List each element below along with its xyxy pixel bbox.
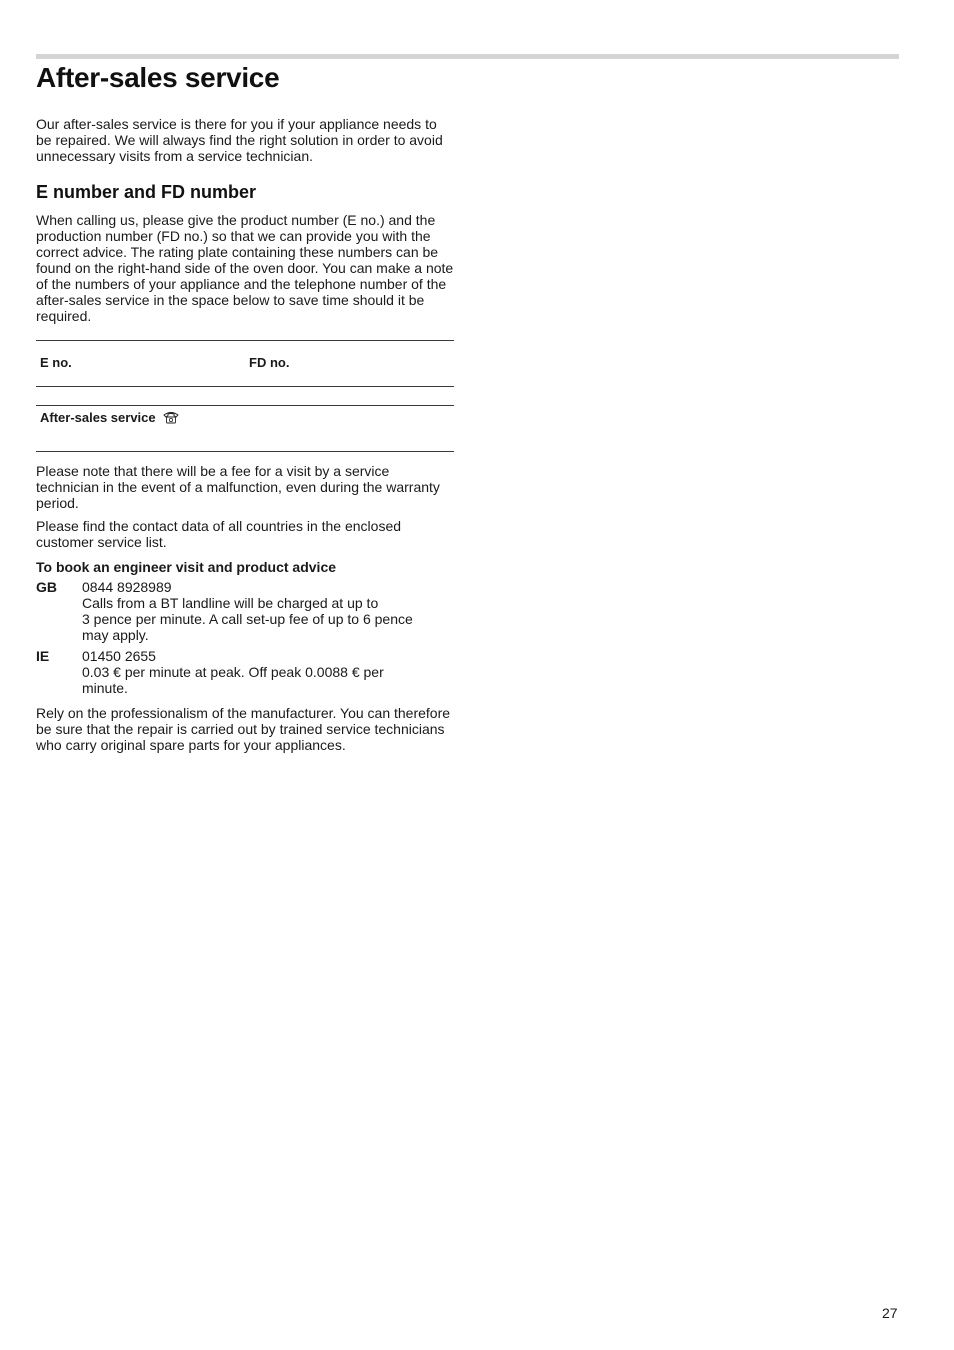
intro-paragraph: Our after-sales service is there for you if your appliance needs to be repaired. We will always find the right solution in order to avoid unnecessary visits from a service technician. [36, 116, 443, 164]
top-rule [36, 54, 899, 59]
e-no-label: E no. [40, 355, 72, 370]
page-number: 27 [882, 1305, 898, 1321]
rate-line: may apply. [82, 627, 149, 643]
country-code: GB [36, 579, 57, 595]
phone-number: 01450 2655 [82, 648, 156, 664]
booking-heading: To book an engineer visit and product advice [36, 559, 337, 575]
note-fields [36, 340, 454, 452]
rate-line: minute. [82, 680, 128, 696]
number-field-row[interactable] [36, 340, 454, 387]
service-field-row[interactable] [36, 405, 454, 452]
rate-line: Calls from a BT landline will be charged at up to [82, 595, 379, 611]
contact-note: Please find the contact data of all countries in the enclosed customer service list. [36, 518, 402, 550]
service-label: After-sales service [40, 410, 156, 425]
fd-no-label: FD no. [249, 355, 290, 370]
country-entry-ie [36, 648, 454, 696]
closing-paragraph: Rely on the professionalism of the manufacturer. You can therefore be sure that the repair is carried out by trained service technicians who carry original spare parts for your appliances. [36, 705, 451, 753]
country-entry-gb [36, 579, 454, 643]
rate-line: 0.03 € per minute at peak. Off peak 0.0088 € per [82, 664, 384, 680]
country-code: IE [36, 648, 50, 664]
main-column [36, 116, 454, 753]
phone-number: 0844 8928989 [82, 579, 172, 595]
section-heading: E number and FD number [36, 182, 257, 202]
fee-note: Please note that there will be a fee for a visit by a service technician in the event of a malfunction, even during the warranty period. [36, 463, 440, 511]
service-label-wrap [40, 410, 180, 425]
page-title: After-sales service [36, 62, 280, 93]
section-body: When calling us, please give the product number (E no.) and the production number (FD no.) so that we can provide you with the correct advice. The rating plate containing these numbers can be found on the right-hand side of the oven door. You can make a note of the numbers of your appliance and the telephone number of the after-sales service in the space below to save time should it be required. [36, 212, 454, 324]
rate-line: 3 pence per minute. A call set-up fee of up to 6 pence [82, 611, 413, 627]
telephone-icon [162, 410, 180, 424]
